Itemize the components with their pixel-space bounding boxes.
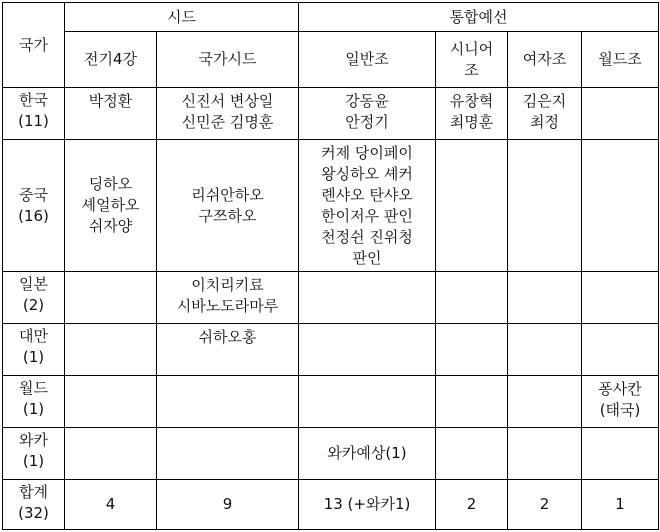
- cell: [582, 272, 659, 324]
- cell: [157, 376, 299, 428]
- cell: [508, 376, 582, 428]
- header-country: 국가: [3, 3, 65, 88]
- row-world: [3, 376, 659, 428]
- row-total: [3, 480, 659, 530]
- header-previous-top4: 전기4강: [65, 32, 157, 88]
- cell: 13 (+와카1): [299, 480, 436, 530]
- cell: [508, 324, 582, 376]
- cell: 퐁사칸 (태국): [582, 376, 659, 428]
- header-general-group: 일반조: [299, 32, 436, 88]
- country-cell: 중국 (16): [3, 140, 65, 272]
- header-national-seed: 국가시드: [157, 32, 299, 88]
- cell: 강동윤 안정기: [299, 88, 436, 140]
- cell: [436, 140, 508, 272]
- header-qualifier: 통합예선: [299, 3, 659, 32]
- cell: [65, 428, 157, 480]
- header-senior-group: 시니어 조: [436, 32, 508, 88]
- cell: [157, 428, 299, 480]
- row-korea: [3, 88, 659, 140]
- header-row-1: [3, 3, 659, 32]
- header-women-group: 여자조: [508, 32, 582, 88]
- cell: 커제 당이페이 왕싱하오 셰커 롄샤오 탄샤오 한이저우 판인 천정쉰 진위청 판인: [299, 140, 436, 272]
- cell: [436, 272, 508, 324]
- cell: [436, 376, 508, 428]
- cell: 1: [582, 480, 659, 530]
- cell: [582, 140, 659, 272]
- cell: 김은지 최정: [508, 88, 582, 140]
- cell: 4: [65, 480, 157, 530]
- cell: 리쉬안하오 구쯔하오: [157, 140, 299, 272]
- header-world-group: 월드조: [582, 32, 659, 88]
- row-taiwan: [3, 324, 659, 376]
- cell: 9: [157, 480, 299, 530]
- cell: [508, 140, 582, 272]
- country-cell: 한국 (11): [3, 88, 65, 140]
- header-row-2: [3, 32, 659, 88]
- country-cell: 와카 (1): [3, 428, 65, 480]
- cell: [582, 428, 659, 480]
- cell: 쉬하오홍: [157, 324, 299, 376]
- row-wildcard: [3, 428, 659, 480]
- cell: [508, 272, 582, 324]
- cell: 박정환: [65, 88, 157, 140]
- cell: 와카예상(1): [299, 428, 436, 480]
- cell: 딩하오 셰얼하오 쉬자양: [65, 140, 157, 272]
- header-seed: 시드: [65, 3, 299, 32]
- cell: [299, 272, 436, 324]
- cell: 이치리키료 시바노도라마루: [157, 272, 299, 324]
- cell: [436, 324, 508, 376]
- cell: [65, 376, 157, 428]
- cell: [582, 88, 659, 140]
- country-cell: 일본 (2): [3, 272, 65, 324]
- qualification-table: [2, 2, 659, 530]
- cell: 유창혁 최명훈: [436, 88, 508, 140]
- cell: 2: [436, 480, 508, 530]
- country-cell: 대만 (1): [3, 324, 65, 376]
- cell: [582, 324, 659, 376]
- cell: [508, 428, 582, 480]
- country-cell: 합계 (32): [3, 480, 65, 530]
- cell: 신진서 변상일 신민준 김명훈: [157, 88, 299, 140]
- cell: [436, 428, 508, 480]
- cell: [65, 272, 157, 324]
- country-cell: 월드 (1): [3, 376, 65, 428]
- row-japan: [3, 272, 659, 324]
- cell: [65, 324, 157, 376]
- row-china: [3, 140, 659, 272]
- cell: 2: [508, 480, 582, 530]
- cell: [299, 376, 436, 428]
- cell: [299, 324, 436, 376]
